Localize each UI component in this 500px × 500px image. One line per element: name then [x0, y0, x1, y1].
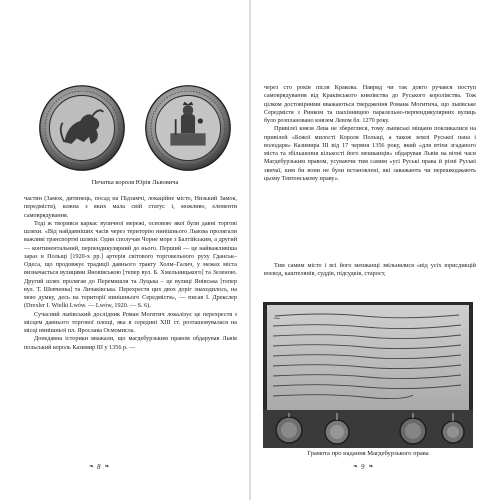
seal-images	[36, 84, 236, 174]
page-number: 8	[97, 463, 101, 471]
page-number-right	[353, 463, 373, 471]
ornament-icon: ❧	[368, 464, 373, 470]
page-number: 9	[361, 463, 365, 471]
paragraph: Привілеї князя Лева не збереглися, тому львівські міщани покликалися на привілей «Божої милості Короля Польщі, а також землі Руської пана і володаря» Казимира ІІІ від 17 червня 1356 року, який «для втіхи згаданого міста та збільшення кількості його мешканців» обдарував Львів на вічні часи Магдебурзьким правом, усуваючи тим самим «усі Руські права й різні Руські звичаї, ким би вони не були встановлені, які заважають чи перешкоджають цьому Тевтонському праву».	[264, 125, 476, 182]
paragraph: Донедавна історики вважали, що магдебурзьким правом обдарував Львів польський король Казимир ІІІ у 1356 р. —	[24, 335, 237, 351]
right-page-text-top	[264, 84, 476, 183]
seal-obverse-lion-image	[38, 84, 126, 172]
book-gutter	[249, 0, 251, 500]
paragraph: Тоді ж творився каркас вуличної мережі, основою якої були давні торгові шляхи. «Від найдавніших часів через територію нинішнього Львова пролягали важливі транспортні шляхи. Один сполучав Чорне море з Балтійським, а другий — континентальний, перпендикулярний до нього. Перший — це найважливіша зараз в Польщі [1920-х рр.] артерія світового торговельного руху Гданськ–Одеса, що продовжує традиції давнього тракту Холм–Галич, у межах міста визначається вулицями Яновівською [тепер вул. Б. Хмельницького] та Зеленою. Другий шлях пролягав до Перемишля та Луцька – це вулиці Янівська [тепер вул. Т. Шевченка] та Личаківська. Перехрестя цих двох доріг знаходилось, на мою думку, десь на території нинішнього Середмістя», — писав І. Дрекслер (Drexler I. Wielki Lwów. — Lwów, 1920. — S. 6).	[24, 219, 237, 310]
ornament-icon: ❧	[353, 464, 358, 470]
paragraph: Тим самим місто і всі його мешканці звільнялися «від усіх юрисдикцій воєвод, каштелянів, суддів, підсудків, старост,	[264, 262, 476, 278]
ornament-icon: ❧	[104, 464, 109, 470]
paragraph: частин (Замок, дитинець, посад на Підзамчі, локаційне місто, Низький Замок, передмістя), кожна з яких мала свій статус і, можливо, елементи самоврядування.	[24, 195, 237, 219]
right-page-text-bottom	[264, 262, 476, 279]
seal-caption: Печатка короля Юрія Львовича	[91, 179, 179, 186]
left-page-text	[24, 195, 237, 352]
svg-text:~: ~	[273, 314, 281, 324]
page-number-left	[89, 463, 109, 471]
ornament-icon: ❧	[89, 464, 94, 470]
charter-document-photo	[263, 302, 473, 448]
paragraph: Сучасний львівський дослідник Роман Могитич локалізує це перехрестя з місцем давнього торгової площі, яка в середині XIII ст. розташовувалася на місці нинішньої пл. Ярослава Осмомисла.	[24, 310, 237, 334]
paragraph: через сто років після Кракова. Навряд чи так довго ручався поступ самоврядування від Краківського князівства до Руського королівства. Тож цілком достовірними вважаються твердження Романа Могитича, що львівське Середмістя з Ринком та шахінницею паралельно-перпендикулярних вулиць було розплановано князем Левом бл. 1270 року.	[264, 84, 476, 124]
seal-reverse-king-image	[144, 84, 232, 172]
photo-caption: Грамота про надання Магдебурзького права	[307, 450, 429, 457]
